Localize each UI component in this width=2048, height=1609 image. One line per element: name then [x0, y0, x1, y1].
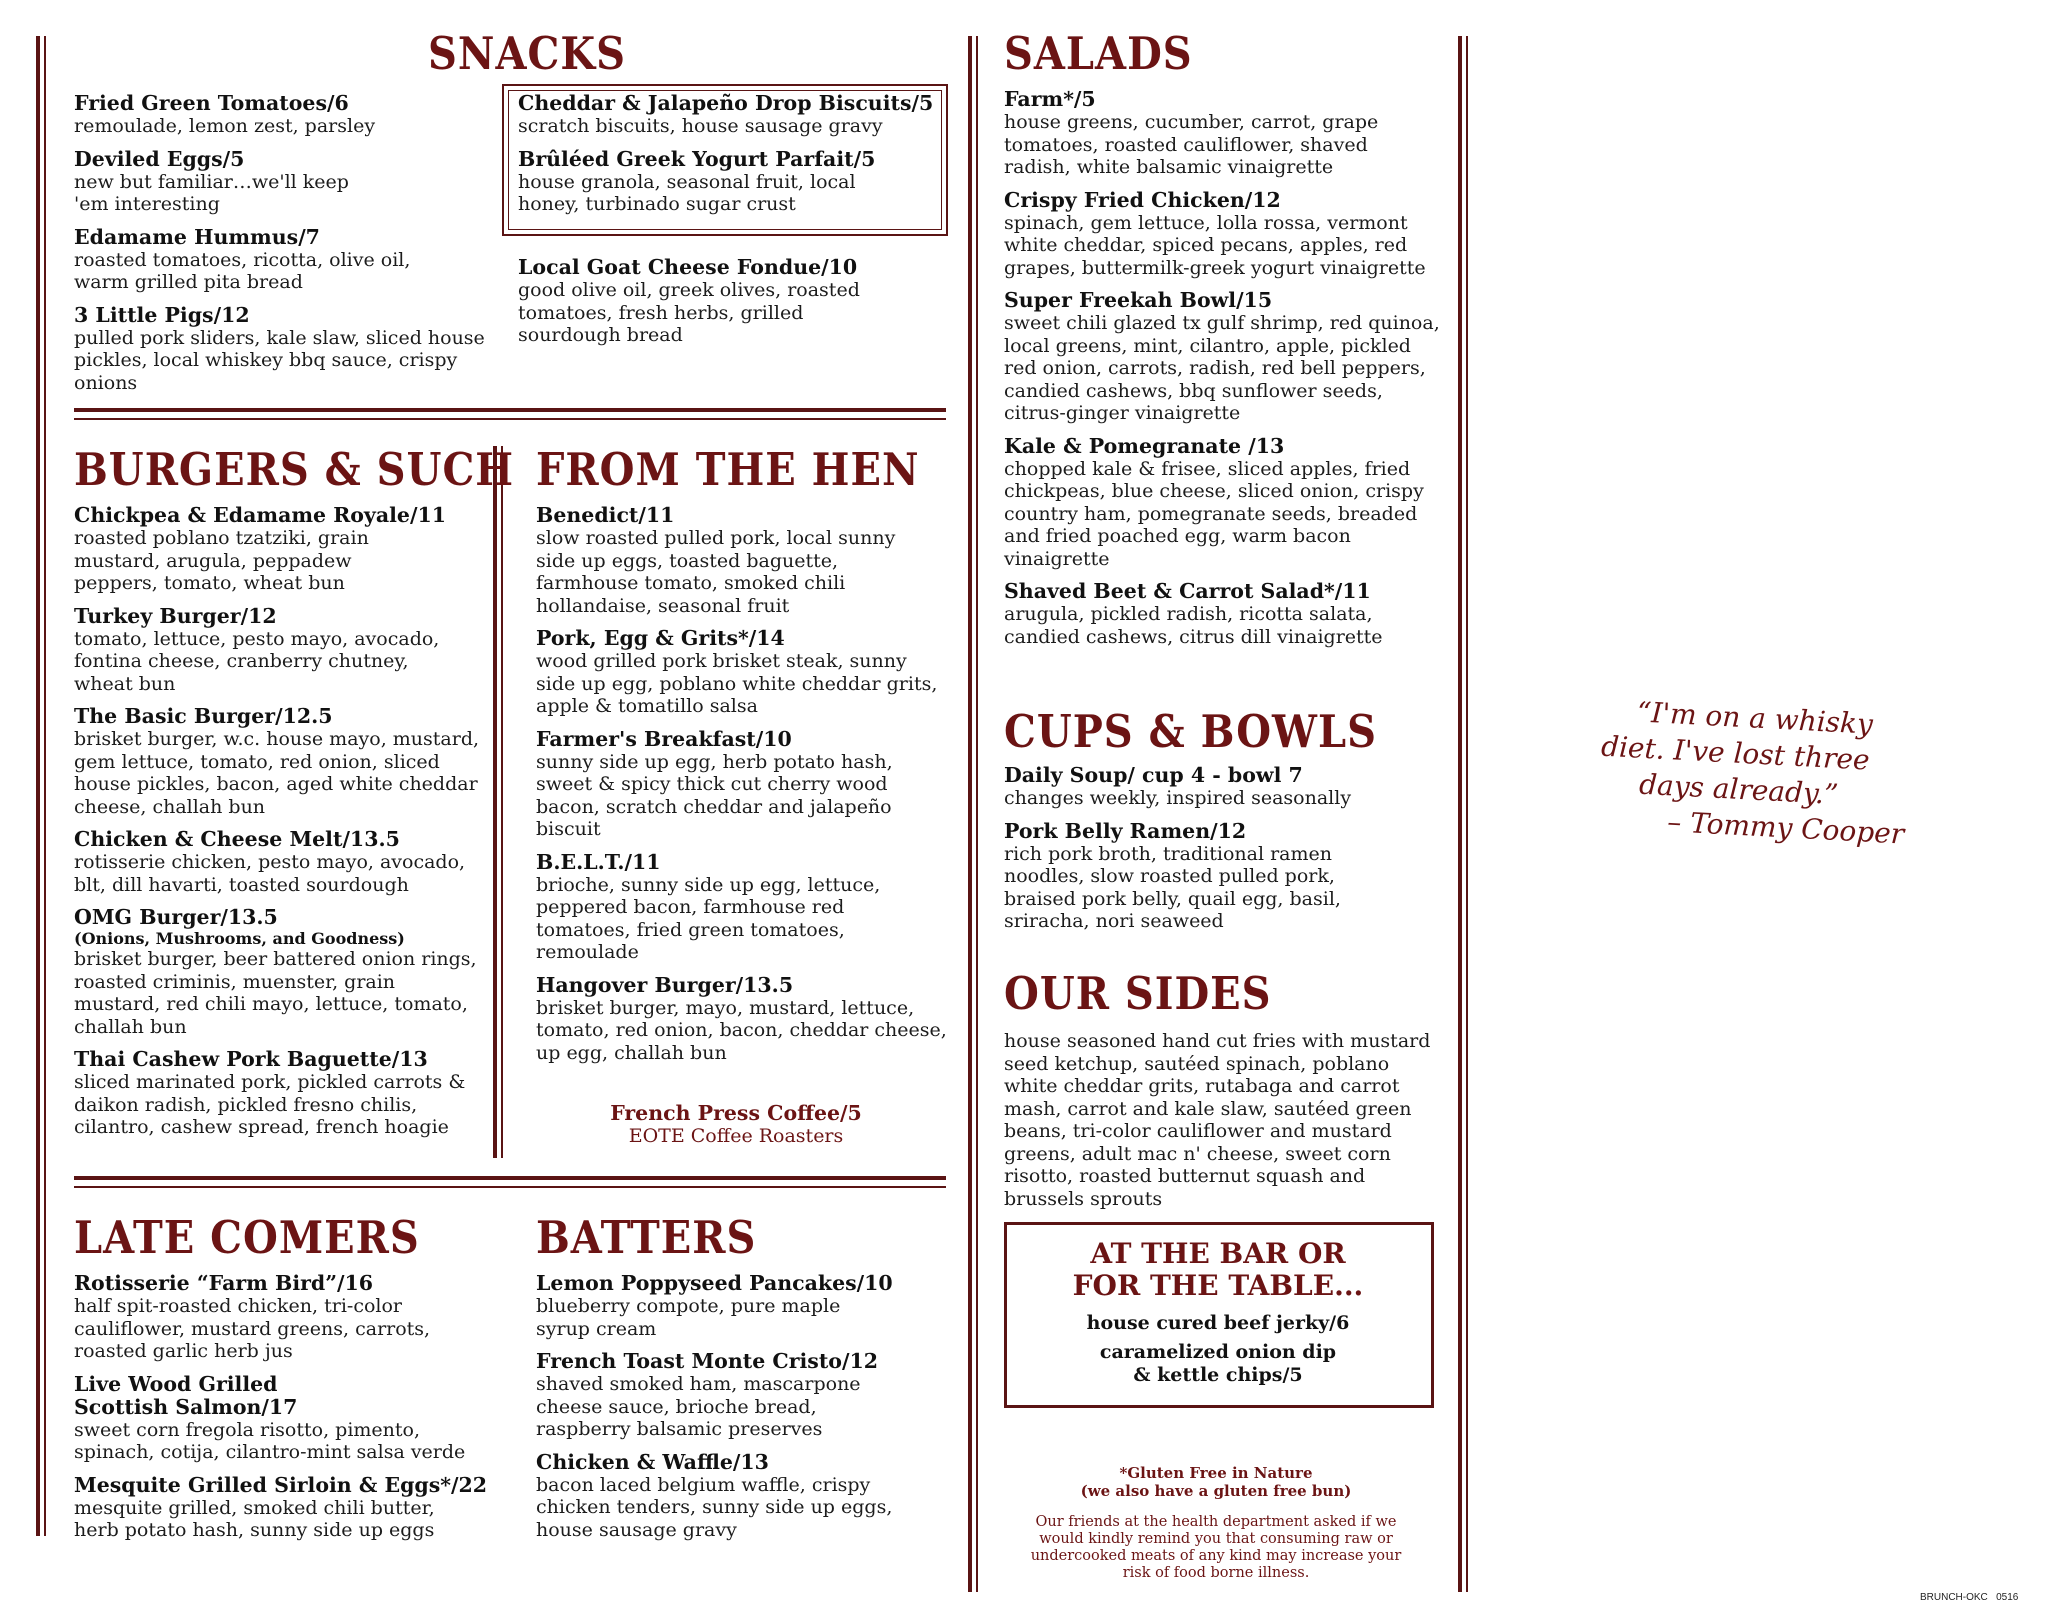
- hen-list: [536, 504, 948, 1074]
- item-name: Pork Belly Ramen/12: [1004, 818, 1247, 843]
- batters-list: [536, 1272, 946, 1551]
- item-name: Benedict/11: [536, 503, 675, 527]
- item-desc: roasted poblano tzatziki, grain mustard, arugula, peppadew peppers, tomato, wheat bun: [74, 527, 369, 594]
- batter-item: [536, 1271, 893, 1340]
- item-desc: blueberry compote, pure maple syrup cream: [536, 1295, 841, 1340]
- item-desc: pulled pork sliders, kale slaw, sliced house pickles, local whiskey bbq sauce, crispy onions: [74, 326, 485, 394]
- coffee-roaster: EOTE Coffee Roasters: [628, 1125, 844, 1147]
- item-desc: sunny side up egg, herb potato hash, sweet & spicy thick cut cherry wood bacon, scratch cheddar and jalapeño biscuit: [536, 750, 893, 840]
- hen-item: [536, 851, 896, 964]
- snack-item: [518, 256, 918, 347]
- item-name: Daily Soup/ cup 4 - bowl 7: [1004, 763, 1303, 787]
- item-name: The Basic Burger/12.5: [74, 704, 333, 728]
- cups-title: CUPS & BOWLS: [1004, 705, 1377, 759]
- batter-item: [536, 1350, 896, 1441]
- cup-item: [1004, 764, 1442, 810]
- item-name: Cheddar & Jalapeño Drop Biscuits/5: [518, 91, 934, 115]
- item-desc: chopped kale & frisee, sliced apples, fried chickpeas, blue cheese, sliced onion, crispy country ham, pomegranate seeds, breaded and fried poached egg, warm bacon vinaigrette: [1004, 457, 1424, 570]
- item-name: Super Freekah Bowl/15: [1004, 288, 1273, 312]
- item-name: Turkey Burger/12: [74, 603, 277, 628]
- item-name: Chickpea & Edamame Royale/11: [74, 503, 446, 527]
- burger-item: [74, 828, 486, 896]
- item-subtitle: (Onions, Mushrooms, and Goodness): [74, 929, 405, 948]
- item-name: Rotisserie “Farm Bird”/16: [74, 1271, 374, 1295]
- latecomer-item: [74, 1272, 454, 1363]
- snack-item: [74, 226, 454, 294]
- snack-item: [74, 92, 494, 138]
- snacks-bottom-rule-b: [74, 418, 946, 420]
- item-desc: mesquite grilled, smoked chili butter, herb potato hash, sunny side up eggs: [74, 1496, 435, 1541]
- burgers-hen-divider-a: [493, 446, 497, 1158]
- item-name: Brûléed Greek Yogurt Parfait/5: [518, 146, 876, 171]
- item-desc: sweet corn fregola risotto, pimento, spinach, cotija, cilantro-mint salsa verde: [74, 1418, 466, 1463]
- tommy-cooper-quote: [1596, 693, 1963, 856]
- item-desc: brisket burger, beer battered onion rings, roasted criminis, muenster, grain mustard, red chili mayo, lettuce, tomato, challah bun: [74, 948, 477, 1038]
- burgers-list: [74, 504, 486, 1149]
- center-divider-inner: [976, 36, 978, 1592]
- snack-item: [518, 92, 938, 138]
- item-desc: good olive oil, greek olives, roasted tomatoes, fresh herbs, grilled sourdough bread: [518, 279, 860, 346]
- left-border-outer: [36, 36, 40, 1536]
- item-name: Deviled Eggs/5: [74, 146, 245, 171]
- bar-item-jerky: house cured beef jerky/6: [1086, 1312, 1350, 1334]
- burger-item: [74, 503, 446, 595]
- quote-line3: days already.”: [1638, 767, 1840, 812]
- item-desc: shaved smoked ham, mascarpone cheese sauce, brioche bread, raspberry balsamic preserves: [536, 1373, 861, 1440]
- bar-item-dip-line2: & kettle chips/5: [1133, 1364, 1303, 1386]
- snacks-right-list: [518, 256, 918, 357]
- item-desc: rich pork broth, traditional ramen noodles, slow roasted pulled pork, braised pork belly, quail egg, basil, sriracha, nori seaweed: [1004, 842, 1341, 932]
- item-desc: new but familiar…we'll keep 'em interesting: [74, 170, 349, 215]
- burgers-title: BURGERS & SUCH: [74, 443, 515, 497]
- snack-item: [74, 304, 494, 395]
- item-name: Chicken & Cheese Melt/13.5: [74, 827, 400, 851]
- snacks-title: SNACKS: [428, 27, 626, 81]
- item-desc: remoulade, lemon zest, parsley: [74, 115, 376, 137]
- item-name: Farm*/5: [1004, 87, 1096, 111]
- gf-line2: (we also have a gluten free bun): [1080, 1482, 1352, 1500]
- item-name: Farmer's Breakfast/10: [536, 726, 792, 751]
- item-name: Edamame Hummus/7: [74, 224, 320, 249]
- item-desc: sliced marinated pork, pickled carrots & daikon radish, pickled fresno chilis, cilantro, cashew spread, french hoagie: [74, 1071, 466, 1138]
- item-name: OMG Burger/13.5: [74, 905, 278, 929]
- item-name: 3 Little Pigs/12: [74, 302, 250, 327]
- hen-item: [536, 974, 948, 1065]
- snacks-bottom-rule-a: [74, 408, 946, 412]
- item-name: Live Wood Grilled Scottish Salmon/17: [74, 1371, 298, 1419]
- item-desc: brisket burger, w.c. house mayo, mustard, gem lettuce, tomato, red onion, sliced house pickles, bacon, aged white cheddar cheese, challah bun: [74, 728, 480, 818]
- mid-bottom-rule-b: [74, 1186, 946, 1188]
- burger-item: [74, 1048, 486, 1139]
- gluten-free-note: [1004, 1464, 1428, 1500]
- gf-line1: *Gluten Free in Nature: [1119, 1464, 1313, 1482]
- burger-item: [74, 605, 444, 696]
- item-desc: tomato, lettuce, pesto mayo, avocado, fontina cheese, cranberry chutney, wheat bun: [74, 627, 440, 695]
- hen-title: FROM THE HEN: [536, 443, 920, 497]
- bar-item-dip-line1: caramelized onion dip: [1099, 1341, 1337, 1363]
- mid-bottom-rule-a: [74, 1176, 946, 1180]
- item-desc: rotisserie chicken, pesto mayo, avocado, blt, dill havarti, toasted sourdough: [74, 851, 466, 896]
- hen-item: [536, 504, 926, 617]
- hen-item: [536, 627, 948, 718]
- burger-item: [74, 906, 486, 1038]
- item-name: Crispy Fried Chicken/12: [1004, 187, 1281, 212]
- item-desc: spinach, gem lettuce, lolla rossa, vermont white cheddar, spiced pecans, apples, red grapes, buttermilk-greek yogurt vinaigrette: [1004, 211, 1426, 279]
- burgers-hen-divider-b: [501, 446, 503, 1158]
- snacks-boxed-list: [518, 92, 938, 226]
- salad-item: [1004, 289, 1442, 425]
- salads-list: [1004, 88, 1442, 658]
- salad-item: [1004, 189, 1442, 280]
- snack-item: [74, 148, 384, 216]
- item-name: Local Goat Cheese Fondue/10: [518, 255, 858, 279]
- item-name: Shaved Beet & Carrot Salad*/11: [1004, 579, 1371, 603]
- item-desc: roasted tomatoes, ricotta, olive oil, warm grilled pita bread: [74, 248, 411, 293]
- hen-item: [536, 728, 948, 841]
- left-border-inner: [44, 36, 46, 1536]
- coffee-note: [536, 1102, 936, 1148]
- item-name: Fried Green Tomatoes/6: [74, 91, 349, 115]
- latecomers-title: LATE COMERS: [74, 1211, 420, 1265]
- health-note: [1024, 1514, 1408, 1582]
- item-name: Kale & Pomegranate /13: [1004, 433, 1285, 458]
- item-desc: changes weekly, inspired seasonally: [1004, 787, 1352, 809]
- item-desc: bacon laced belgium waffle, crispy chicken tenders, sunny side up eggs, house sausage gravy: [536, 1473, 893, 1541]
- item-desc: wood grilled pork brisket steak, sunny side up egg, poblano white cheddar grits, apple & tomatillo salsa: [536, 650, 938, 717]
- salad-item: [1004, 88, 1424, 179]
- item-name: Chicken & Waffle/13: [536, 1449, 769, 1474]
- item-desc: brioche, sunny side up egg, lettuce, peppered bacon, farmhouse red tomatoes, fried green tomatoes, remoulade: [536, 873, 881, 963]
- item-desc: brisket burger, mayo, mustard, lettuce, tomato, red onion, bacon, cheddar cheese, up egg, challah bun: [536, 996, 947, 1064]
- cups-list: [1004, 764, 1442, 943]
- item-desc: slow roasted pulled pork, local sunny side up eggs, toasted baguette, farmhouse tomato, smoked chili hollandaise, seasonal fruit: [536, 527, 896, 617]
- snack-item: [518, 146, 876, 216]
- burger-item: [74, 705, 486, 818]
- coffee-name: French Press Coffee/5: [610, 1101, 862, 1125]
- center-divider-outer: [968, 36, 972, 1592]
- item-name: Hangover Burger/13.5: [536, 972, 794, 997]
- item-name: French Toast Monte Cristo/12: [536, 1349, 878, 1373]
- quote-line2: diet. I've lost three: [1600, 729, 1871, 777]
- bar-title-line2: FOR THE TABLE...: [1072, 1269, 1364, 1302]
- latecomer-item: [74, 1373, 494, 1464]
- latecomers-list: [74, 1272, 494, 1552]
- item-desc: house granola, seasonal fruit, local honey, turbinado sugar crust: [518, 170, 856, 215]
- item-desc: arugula, pickled radish, ricotta salata, candied cashews, citrus dill vinaigrette: [1004, 603, 1383, 648]
- item-desc: scratch biscuits, house sausage gravy: [518, 115, 883, 137]
- sides-desc-block: [1004, 1030, 1432, 1210]
- snacks-left-list: [74, 92, 494, 404]
- health-text: Our friends at the health department asked if we would kindly remind you that consuming raw or undercooked meats of any kind may increase your risk of food borne illness.: [1030, 1514, 1402, 1581]
- quote-line4: – Tommy Cooper: [1666, 805, 1905, 851]
- item-name: Pork, Egg & Grits*/14: [536, 626, 785, 650]
- right-border-outer: [1458, 36, 1462, 1592]
- item-desc: sweet chili glazed tx gulf shrimp, red quinoa, local greens, mint, cilantro, apple, pickled red onion, carrots, radish, red bell peppers, candied cashews, bbq sunflower seeds, citrus-ginger vinaigrette: [1004, 312, 1440, 424]
- bar-box-content: [1008, 1238, 1428, 1387]
- cup-item: [1004, 820, 1374, 933]
- right-border-inner: [1466, 36, 1468, 1592]
- item-name: B.E.L.T./11: [536, 849, 661, 874]
- item-name: Lemon Poppyseed Pancakes/10: [536, 1271, 893, 1295]
- batter-item: [536, 1451, 916, 1542]
- item-desc: half spit-roasted chicken, tri-color cauliflower, mustard greens, carrots, roasted garlic herb jus: [74, 1295, 431, 1362]
- menu-code: BRUNCH-OKC 0516: [1920, 1592, 2019, 1603]
- salad-item: [1004, 580, 1442, 648]
- sides-title: OUR SIDES: [1004, 967, 1272, 1021]
- item-desc: house greens, cucumber, carrot, grape tomatoes, roasted cauliflower, shaved radish, white balsamic vinaigrette: [1004, 111, 1379, 178]
- item-name: Mesquite Grilled Sirloin & Eggs*/22: [74, 1472, 488, 1497]
- sides-desc: house seasoned hand cut fries with mustard seed ketchup, sautéed spinach, poblano white cheddar grits, rutabaga and carrot mash, carrot and kale slaw, sautéed green beans, tri-color cauliflower and mustard greens, adult mac n' cheese, sweet corn risotto, roasted butternut squash and brussels sprouts: [1004, 1030, 1431, 1210]
- item-name: Thai Cashew Pork Baguette/13: [74, 1047, 428, 1071]
- batters-title: BATTERS: [536, 1211, 757, 1265]
- bar-title-line1: AT THE BAR OR: [1090, 1237, 1346, 1270]
- latecomer-item: [74, 1474, 494, 1542]
- salads-title: SALADS: [1004, 27, 1193, 81]
- quote-line1: “I'm on a whisky: [1636, 695, 1874, 741]
- salad-item: [1004, 435, 1442, 571]
